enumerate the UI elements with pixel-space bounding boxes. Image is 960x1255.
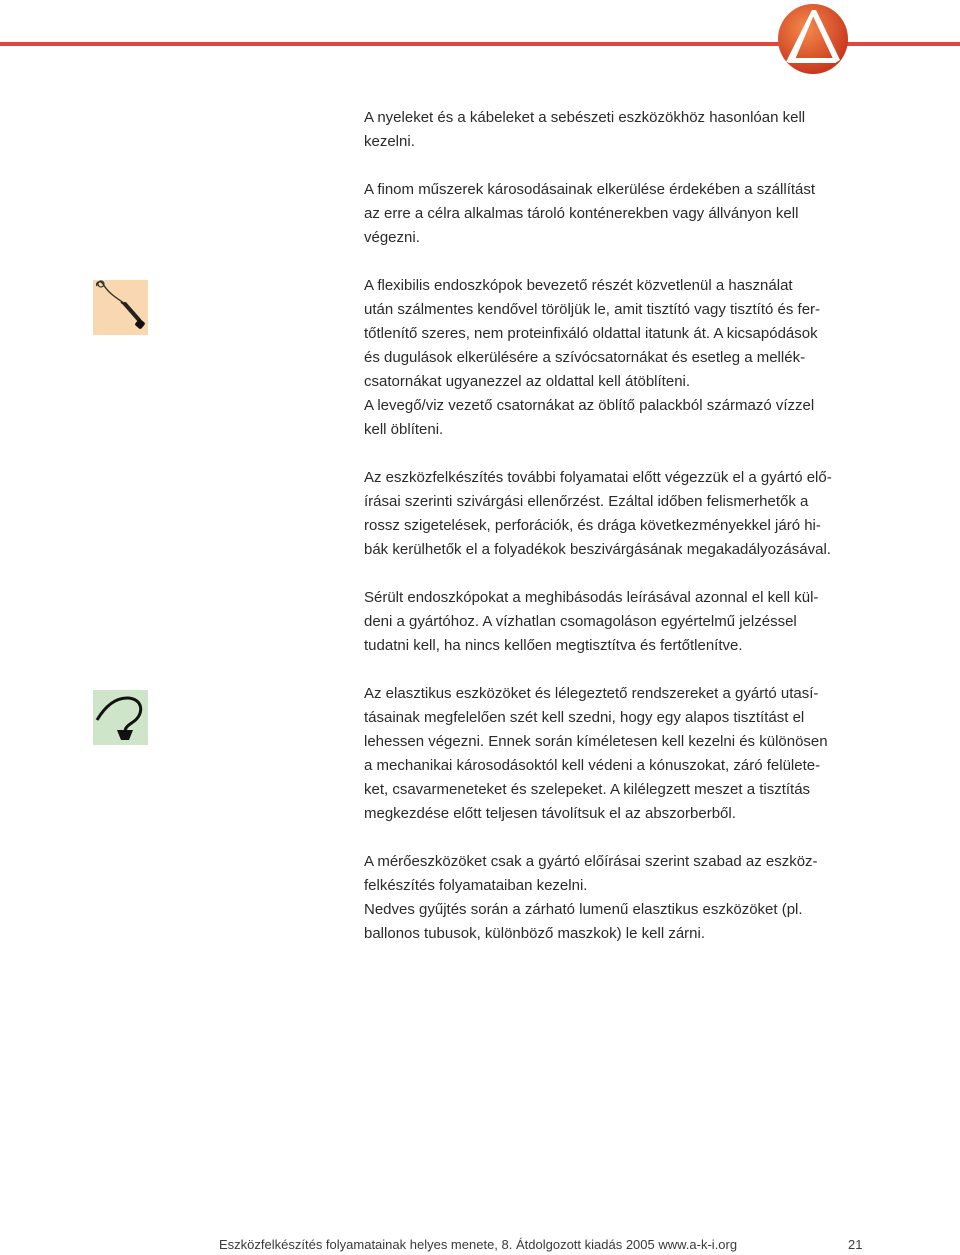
text-line: ket, csavarmeneteket és szelepeket. A kilélegzett meszet a tisztítás (364, 781, 811, 798)
text-line: deni a gyártóhoz. A vízhatlan csomagoláson egyértelmű jelzéssel (364, 613, 797, 630)
flexible-tube-icon (93, 690, 148, 745)
text-line: A finom műszerek károsodásainak elkerülése érdekében a szállítást (364, 181, 816, 198)
text-line: írásai szerinti szivárgási ellenőrzést. Ezáltal időben felismerhetők a (364, 493, 809, 510)
paragraph (364, 850, 864, 946)
paragraph (364, 682, 864, 826)
footer-text: Eszközfelkészítés folyamatainak helyes menete, 8. Átdolgozott kiadás 2005 www.a-k-i.org (219, 1237, 738, 1252)
text-line: után szálmentes kendővel töröljük le, amit tisztító vagy tisztító és fer- (364, 301, 821, 318)
text-line: Az eszközfelkészítés további folyamatai előtt végezzük el a gyártó elő- (364, 469, 832, 486)
text-line: ballonos tubusok, különböző maszkok) le kell zárni. (364, 925, 706, 942)
text-line: csatornákat ugyanezzel az oldattal kell átöblíteni. (364, 373, 691, 390)
text-line: megkezdése előtt teljesen távolítsuk el az abszorberből. (364, 805, 736, 822)
text-line: és dugulások elkerülésére a szívócsatornákat és esetleg a mellék- (364, 349, 806, 366)
text-line: tásainak megfelelően szét kell szedni, hogy egy alapos tisztítást el (364, 709, 805, 726)
paragraph (364, 106, 864, 154)
paragraph (364, 466, 864, 562)
text-line: tőtlenítő szeres, nem proteinfixáló oldattal itatunk át. A kicsapódások (364, 325, 818, 342)
text-line: kezelni. (364, 133, 415, 150)
text-line: bák kerülhetők el a folyadékok beszivárgásának megakadályozásával. (364, 541, 831, 558)
text-line: végezni. (364, 229, 420, 246)
endoscope-thumbnail (93, 280, 148, 335)
text-line: A mérőeszközöket csak a gyártó előírásai szerint szabad az eszköz- (364, 853, 818, 870)
triangle-logo-icon (776, 2, 850, 76)
text-line: A levegő/viz vezető csatornákat az öblítő palackból származó vízzel (364, 397, 815, 414)
text-line: A nyeleket és a kábeleket a sebészeti eszközökhöz hasonlóan kell (364, 109, 806, 126)
text-line: a mechanikai károsodásoktól kell védeni a kónuszokat, záró felülete- (364, 757, 821, 774)
text-line: Az elasztikus eszközöket és lélegeztető rendszereket a gyártó utasí- (364, 685, 819, 702)
text-line: tudatni kell, ha nincs kellően megtisztítva és fertőtlenítve. (364, 637, 743, 654)
text-line: A flexibilis endoszkópok bevezető részét közvetlenül a használat (364, 277, 793, 294)
text-line: rossz szigetelések, perforációk, és drága következményekkel járó hi- (364, 517, 821, 534)
text-line: lehessen végezni. Ennek során kíméletesen kell kezelni és különösen (364, 733, 828, 750)
paragraph (364, 586, 864, 658)
paragraph (364, 178, 864, 250)
text-line: Nedves gyűjtés során a zárható lumenű elasztikus eszközöket (pl. (364, 901, 803, 918)
text-line: felkészítés folyamataiban kezelni. (364, 877, 588, 894)
text-line: kell öblíteni. (364, 421, 444, 438)
endoscope-icon (93, 280, 148, 335)
page-number: 21 (848, 1237, 863, 1252)
text-line: Sérült endoszkópokat a meghibásodás leírásával azonnal el kell kül- (364, 589, 819, 606)
text-line: az erre a célra alkalmas tároló konténerekben vagy állványon kell (364, 205, 799, 222)
paragraph (364, 274, 864, 442)
document-body (364, 106, 864, 946)
flexible-tube-thumbnail (93, 690, 148, 745)
